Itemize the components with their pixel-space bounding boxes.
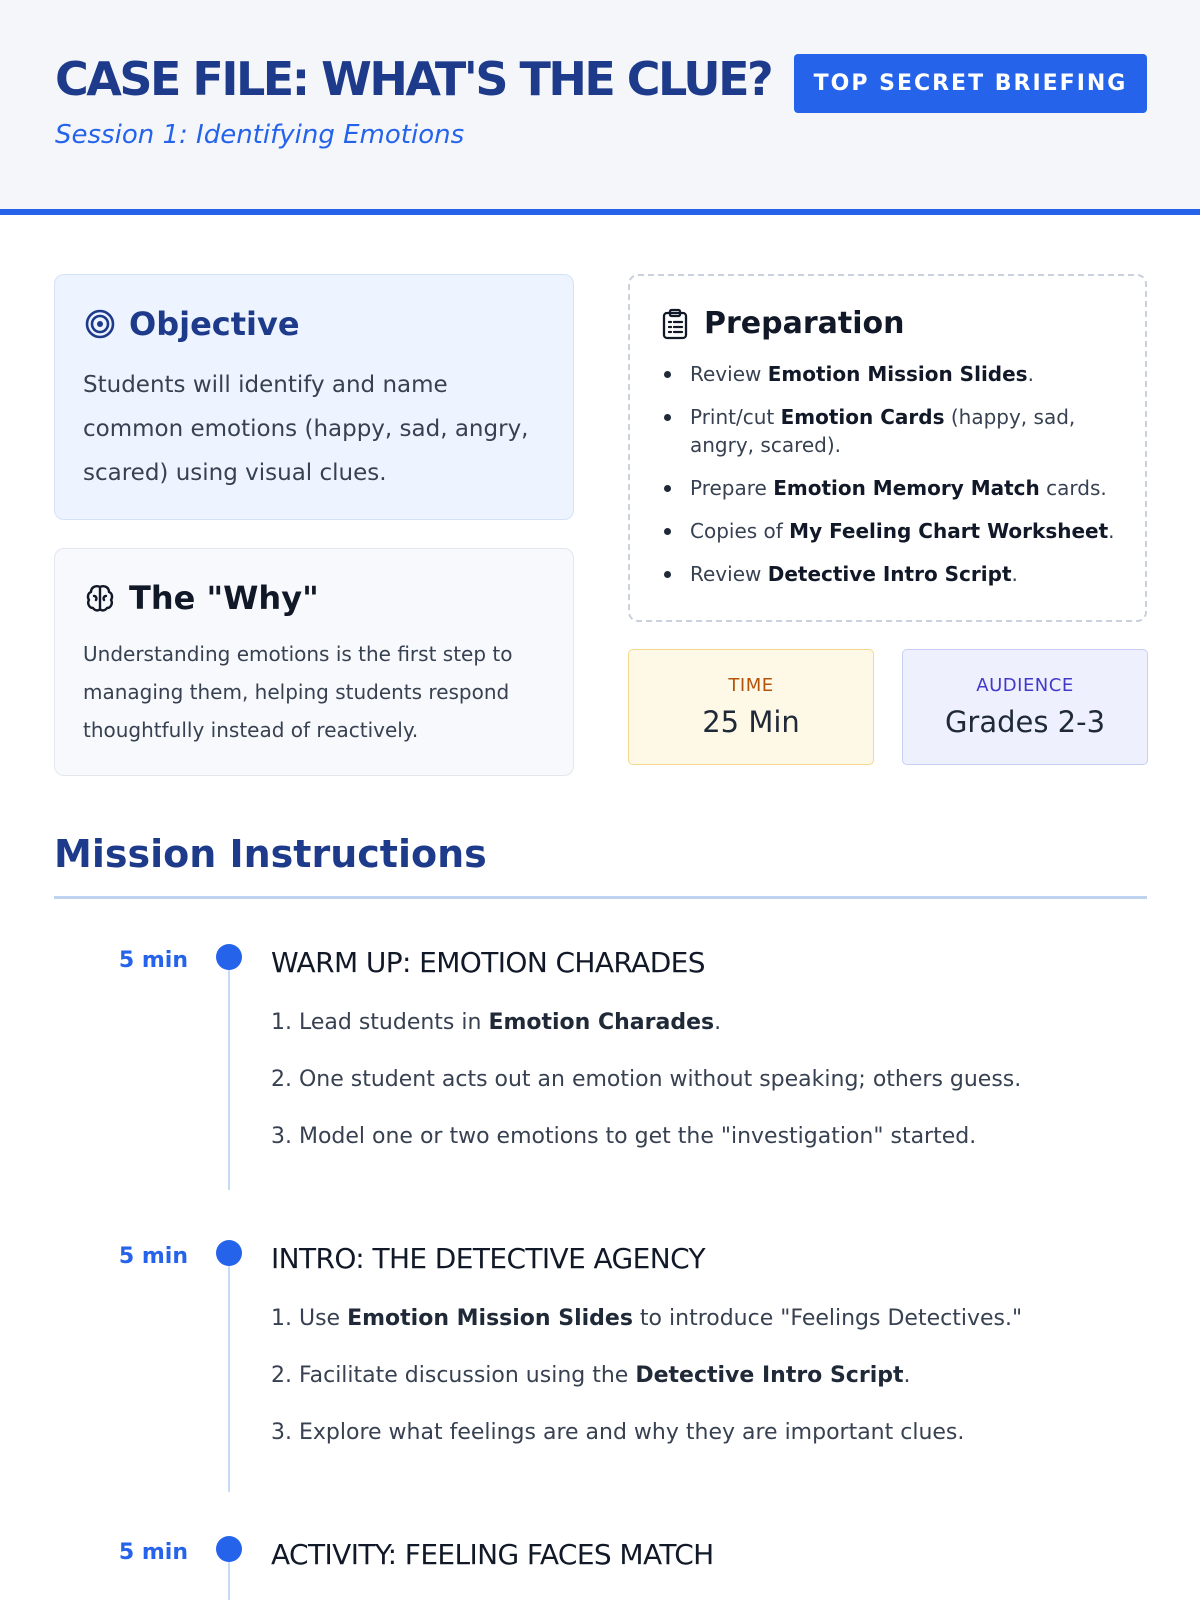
timeline-dot	[216, 1240, 242, 1266]
preparation-label: Preparation	[704, 306, 905, 341]
why-header	[83, 579, 319, 617]
time-label: TIME	[728, 675, 774, 696]
why-label: The "Why"	[129, 579, 319, 617]
timeline-dot	[216, 1536, 242, 1562]
step-item: 2. Facilitate discussion using the Detective Intro Script.	[271, 1363, 911, 1388]
section-title: Mission Instructions	[54, 832, 487, 876]
time-value: 25 Min	[702, 705, 800, 739]
step-item: 3. Model one or two emotions to get the "investigation" started.	[271, 1124, 977, 1149]
step-list	[271, 1306, 1131, 1477]
step-heading: WARM UP: EMOTION CHARADES	[271, 946, 705, 979]
page-title: CASE FILE: WHAT'S THE CLUE?	[55, 52, 772, 106]
preparation-list	[658, 360, 1128, 603]
audience-value: Grades 2-3	[944, 705, 1106, 739]
why-card	[54, 548, 574, 776]
objective-header	[83, 305, 300, 343]
prep-item: Print/cut Emotion Cards (happy, sad, angry, scared).	[658, 403, 1128, 459]
prep-item: Prepare Emotion Memory Match cards.	[658, 474, 1128, 502]
why-text: Understanding emotions is the first step to managing them, helping students respond thoughtfully instead of reactively.	[83, 642, 513, 742]
objective-label: Objective	[129, 305, 300, 343]
time-stat	[628, 649, 874, 765]
timeline-line	[228, 970, 230, 1190]
step-item: 2. One student acts out an emotion without speaking; others guess.	[271, 1067, 1022, 1092]
audience-stat	[902, 649, 1148, 765]
objective-card	[54, 274, 574, 520]
top-secret-badge: TOP SECRET BRIEFING	[794, 54, 1147, 113]
step-heading: INTRO: THE DETECTIVE AGENCY	[271, 1242, 706, 1275]
step-time: 5 min	[118, 948, 188, 973]
objective-text: Students will identify and name common emotions (happy, sad, angry, scared) using visual clues.	[83, 372, 529, 486]
section-divider	[54, 896, 1147, 899]
timeline-dot	[216, 944, 242, 970]
step-time: 5 min	[118, 1244, 188, 1269]
timeline-line	[228, 1266, 230, 1492]
step-item: 1. Use Emotion Mission Slides to introduce "Feelings Detectives."	[271, 1306, 1023, 1331]
preparation-card	[628, 274, 1147, 622]
step-item: 3. Explore what feelings are and why they are important clues.	[271, 1420, 965, 1445]
target-icon	[83, 307, 117, 341]
brain-icon	[83, 581, 117, 615]
prep-item: Copies of My Feeling Chart Worksheet.	[658, 517, 1128, 545]
step-time: 5 min	[118, 1540, 188, 1565]
header	[0, 0, 1200, 215]
step-heading: ACTIVITY: FEELING FACES MATCH	[271, 1538, 714, 1571]
timeline-line	[228, 1562, 230, 1600]
step-list	[271, 1010, 1131, 1181]
page-subtitle: Session 1: Identifying Emotions	[55, 120, 465, 150]
preparation-header	[658, 306, 904, 341]
step-item: 1. Lead students in Emotion Charades.	[271, 1010, 722, 1035]
prep-item: Review Emotion Mission Slides.	[658, 360, 1128, 388]
prep-item: Review Detective Intro Script.	[658, 560, 1128, 588]
clipboard-icon	[658, 307, 692, 341]
audience-label: AUDIENCE	[976, 675, 1074, 696]
